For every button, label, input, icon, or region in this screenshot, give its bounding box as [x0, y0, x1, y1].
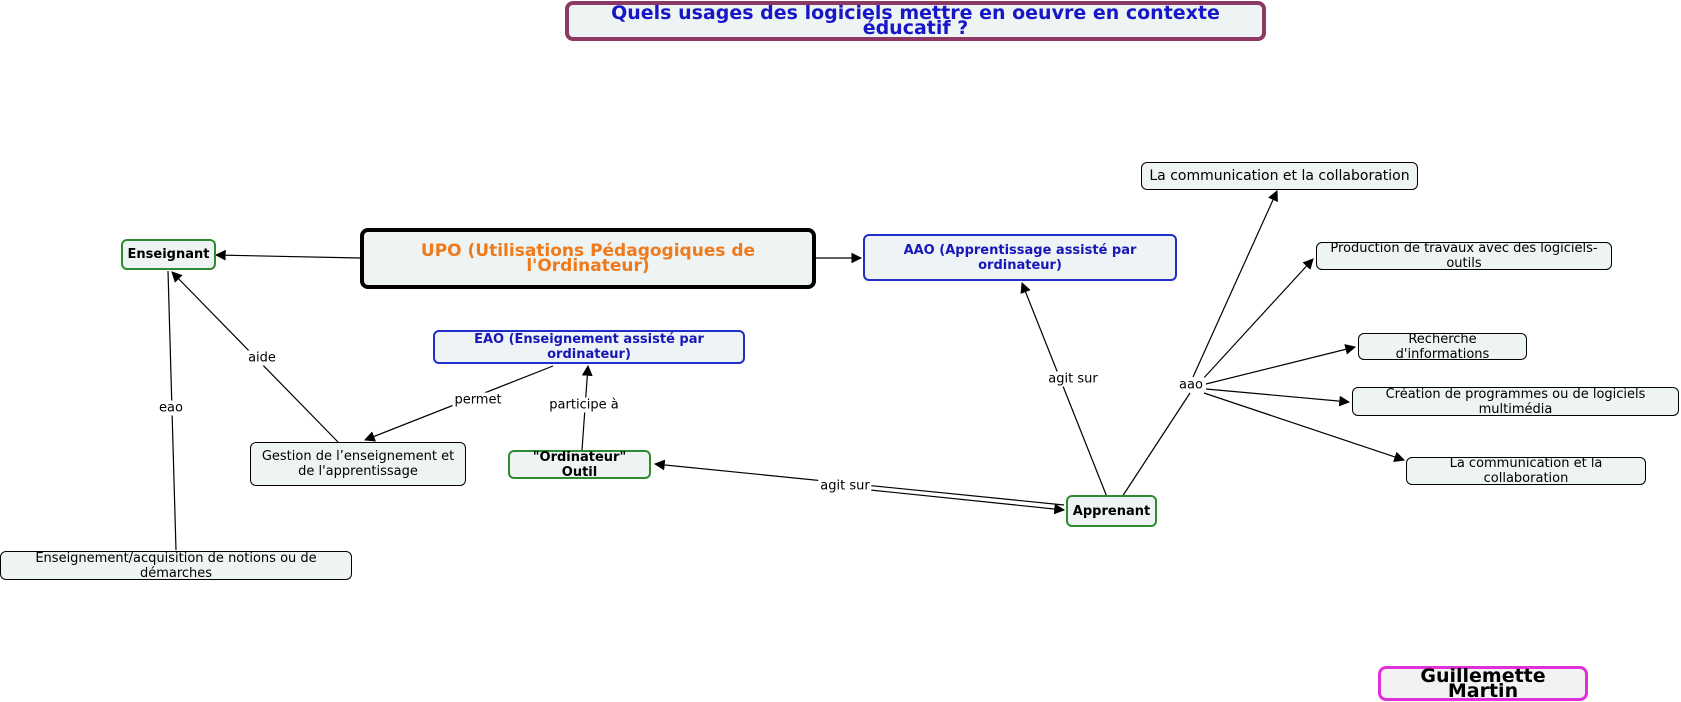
link-label-participe: participe à: [549, 397, 619, 413]
node-apprenant[interactable]: Apprenant: [1066, 495, 1157, 527]
link-label-aide: aide: [248, 350, 276, 366]
node-gestion[interactable]: Gestion de l’enseignement et de l'apprentissage: [250, 442, 466, 486]
edge-apprenant-aao: [1022, 283, 1107, 497]
node-eao[interactable]: EAO (Enseignement assisté par ordinateur): [433, 330, 745, 364]
node-communication-bottom[interactable]: La communication et la collaboration: [1406, 457, 1646, 485]
edge-outil-apprenant: [870, 490, 1064, 510]
edge-upo-enseignant: [216, 255, 360, 258]
node-upo[interactable]: UPO (Utilisations Pédagogiques de l'Ordinateur): [360, 228, 816, 289]
node-creation[interactable]: Création de programmes ou de logiciels multimédia: [1352, 387, 1679, 416]
node-communication-top[interactable]: La communication et la collaboration: [1141, 162, 1418, 190]
node-aao[interactable]: AAO (Apprentissage assisté par ordinateur): [863, 234, 1177, 281]
node-enseignement-acquisition[interactable]: Enseignement/acquisition de notions ou de démarches: [0, 551, 352, 580]
link-label-agit-sur-outil: agit sur: [820, 478, 870, 494]
node-recherche[interactable]: Recherche d'informations: [1358, 333, 1527, 360]
author-name: Guillemette Martin: [1378, 666, 1588, 701]
edge-apprenant-aao-hub: [1122, 393, 1190, 497]
edge-aao-communication-top: [1193, 191, 1277, 377]
node-ordinateur-outil[interactable]: "Ordinateur" Outil: [508, 450, 651, 479]
node-production[interactable]: Production de travaux avec des logiciels-outils: [1316, 242, 1612, 270]
edge-aao-recherche: [1206, 347, 1355, 384]
link-label-permet: permet: [454, 392, 502, 408]
node-enseignant[interactable]: Enseignant: [121, 239, 216, 270]
link-label-eao: eao: [159, 400, 183, 416]
link-label-aao: aao: [1179, 377, 1203, 393]
link-label-agit-sur-aao: agit sur: [1048, 371, 1098, 387]
diagram-title: Quels usages des logiciels mettre en oeuvre en contexte éducatif ?: [565, 1, 1266, 41]
edge-aao-creation: [1206, 389, 1349, 402]
